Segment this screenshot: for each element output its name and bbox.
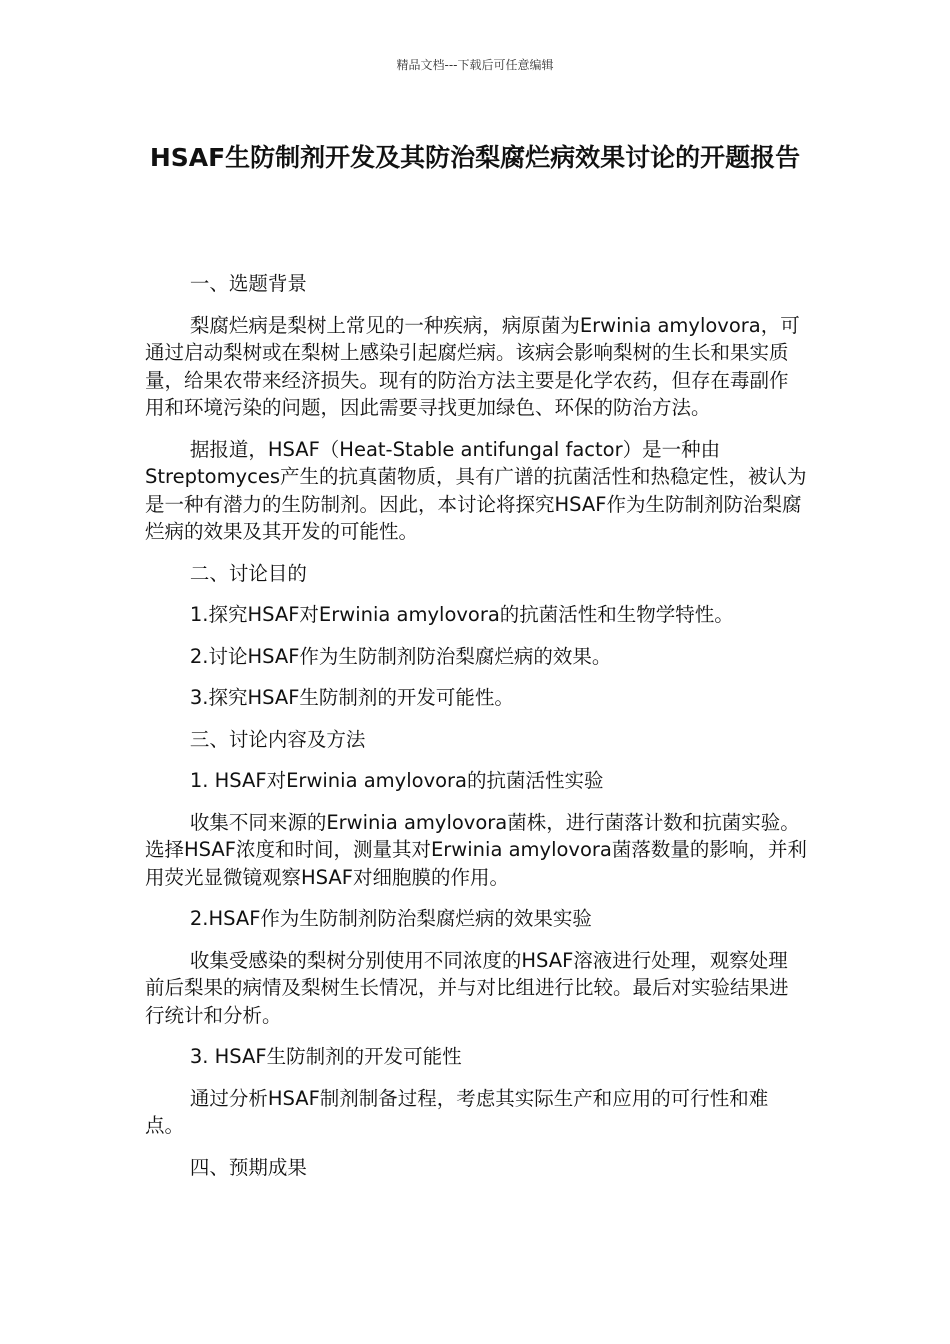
list-item: 1.探究HSAF对Erwinia amylovora的抗菌活性和生物学特性。 <box>189 603 734 626</box>
section-heading-methods: 三、讨论内容及方法 <box>189 727 366 751</box>
document-title: HSAF生防制剂开发及其防治梨腐烂病效果讨论的开题报告 <box>149 143 801 172</box>
list-item: 2.讨论HSAF作为生防制剂防治梨腐烂病的效果。 <box>189 644 612 668</box>
page-header: 精品文档---下载后可任意编辑 <box>396 58 554 72</box>
section-heading-purpose: 二、讨论目的 <box>189 561 307 585</box>
list-item: 3.探究HSAF生防制剂的开发可能性。 <box>189 686 514 709</box>
section-heading-background: 一、选题背景 <box>189 272 307 295</box>
document-body <box>145 270 807 1195</box>
subheading: 1. HSAF对Erwinia amylovora的抗菌活性实验 <box>189 769 604 792</box>
paragraph: 据报道，HSAF（Heat-Stable antifungal factor）是一种由Streptomyces产生的抗真菌物质，具有广谱的抗菌活性和热稳定性，被认为是一种有潜力的生防制剂。因此，本讨论将探究HSAF作为生防制剂防治梨腐烂病的效果及其开发的可能性。 <box>145 437 807 543</box>
paragraph: 梨腐烂病是梨树上常见的一种疾病，病原菌为Erwinia amylovora，可通过启动梨树或在梨树上感染引起腐烂病。该病会影响梨树的生长和果实质量，给果农带来经济损失。现有的防治方法主要是化学农药，但存在毒副作用和环境污染的问题，因此需要寻找更加绿色、环保的防治方法。 <box>145 313 800 419</box>
paragraph: 收集受感染的梨树分别使用不同浓度的HSAF溶液进行处理，观察处理前后梨果的病情及梨树生长情况，并与对比组进行比较。最后对实验结果进行统计和分析。 <box>145 948 789 1027</box>
paragraph: 通过分析HSAF制剂制备过程，考虑其实际生产和应用的可行性和难点。 <box>145 1086 769 1137</box>
subheading: 2.HSAF作为生防制剂防治梨腐烂病的效果实验 <box>189 907 592 930</box>
paragraph: 收集不同来源的Erwinia amylovora菌株，进行菌落计数和抗菌实验。选择HSAF浓度和时间，测量其对Erwinia amylovora菌落数量的影响，并利用荧光显微镜观察HSAF对细胞膜的作用。 <box>145 810 807 889</box>
subheading: 3. HSAF生防制剂的开发可能性 <box>189 1045 462 1068</box>
section-heading-outcomes: 四、预期成果 <box>189 1155 307 1179</box>
